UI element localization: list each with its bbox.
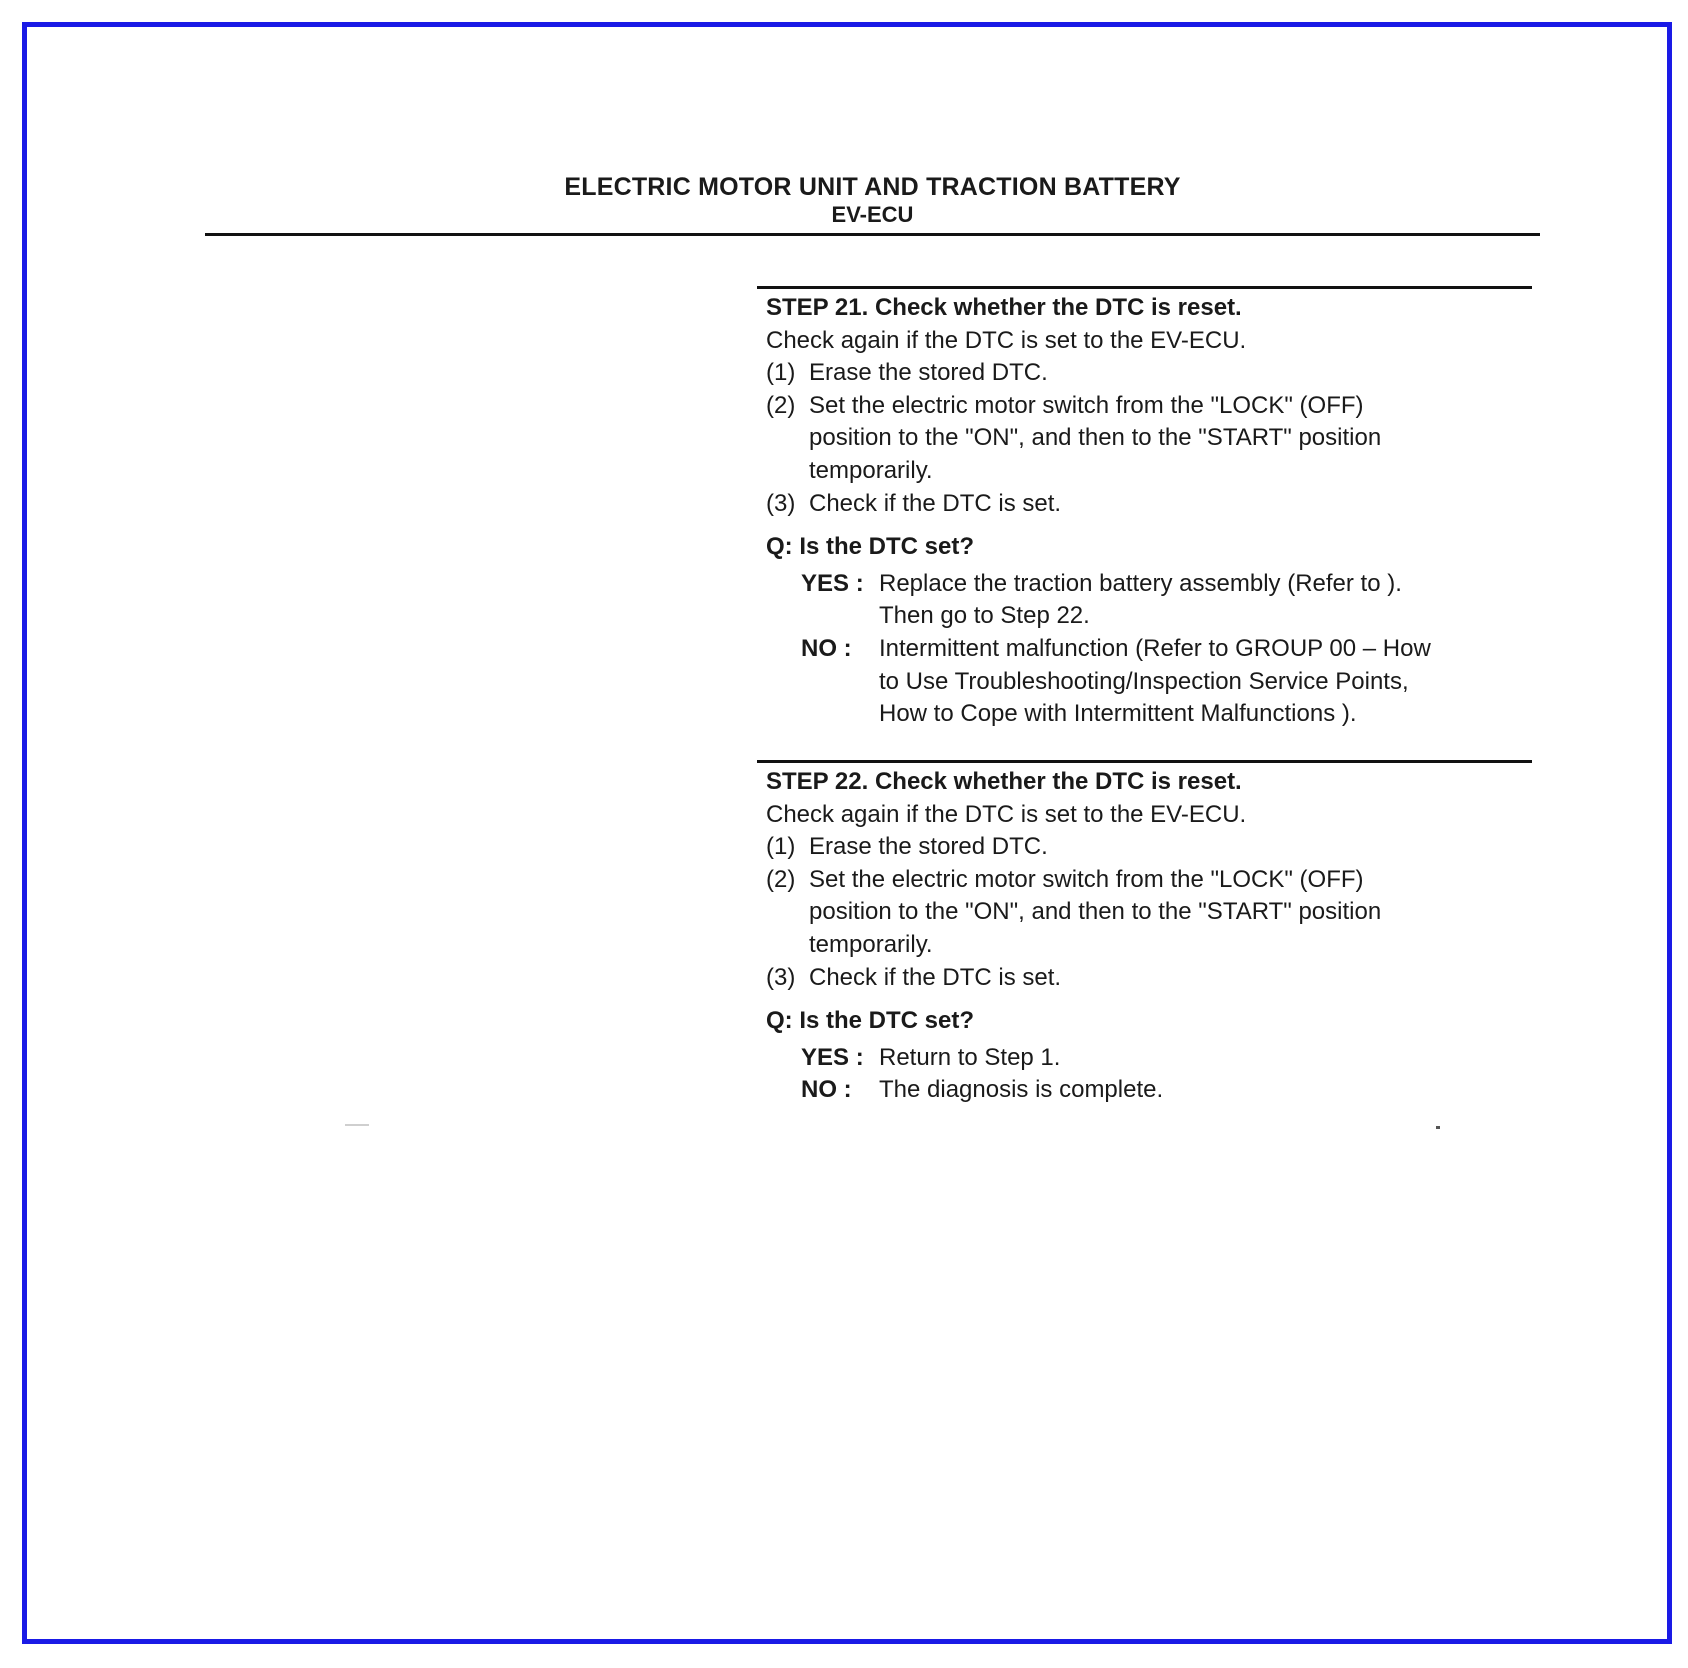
answer-no	[766, 1074, 1532, 1107]
step-intro: Check again if the DTC is set to the EV-ECU.	[766, 800, 1247, 828]
item-number: (2)	[766, 865, 796, 893]
answer-text: Return to Step 1.	[879, 1043, 1061, 1071]
scan-artifact	[345, 1124, 369, 1126]
step-title: STEP 22. Check whether the DTC is reset.	[766, 768, 1242, 795]
answer-yes	[766, 1042, 1532, 1075]
step-22-section	[757, 760, 1532, 1107]
item-number: (3)	[766, 963, 796, 991]
item-text: temporarily.	[809, 930, 933, 958]
step-divider	[757, 760, 1532, 763]
item-number: (2)	[766, 391, 796, 419]
answer-text: How to Cope with Intermittent Malfunctions ).	[879, 700, 1357, 728]
scan-artifact	[1436, 1126, 1440, 1129]
item-text: Erase the stored DTC.	[809, 833, 1048, 861]
answer-text: Then go to Step 22.	[879, 602, 1090, 630]
answer-key: NO :	[801, 1076, 852, 1104]
item-number: (1)	[766, 359, 796, 387]
header-divider	[205, 233, 1540, 236]
item-text: position to the "ON", and then to the "START" position	[809, 898, 1382, 926]
answer-key: YES :	[801, 1043, 864, 1071]
step-item	[766, 488, 1532, 521]
answer-text: to Use Troubleshooting/Inspection Service Points,	[879, 667, 1409, 695]
item-text: Set the electric motor switch from the "LOCK" (OFF)	[809, 865, 1364, 893]
item-number: (3)	[766, 489, 796, 517]
answer-text: The diagnosis is complete.	[879, 1076, 1164, 1104]
item-text: temporarily.	[809, 456, 933, 484]
item-text: Check if the DTC is set.	[809, 489, 1062, 517]
step-title: STEP 21. Check whether the DTC is reset.	[766, 294, 1242, 321]
item-number: (1)	[766, 833, 796, 861]
step-item	[766, 962, 1532, 995]
step-intro: Check again if the DTC is set to the EV-ECU.	[766, 326, 1247, 354]
answer-key: NO :	[801, 634, 852, 662]
answer-text: Intermittent malfunction (Refer to GROUP 00 – How	[879, 634, 1431, 662]
step-item	[766, 831, 1532, 864]
step-divider	[757, 286, 1532, 289]
item-text: Set the electric motor switch from the "LOCK" (OFF)	[809, 391, 1364, 419]
page-subtitle: EV-ECU	[831, 202, 914, 227]
step-item	[766, 357, 1532, 390]
step-item	[766, 864, 1532, 962]
step-21-section	[757, 286, 1532, 731]
step-question: Q: Is the DTC set?	[766, 533, 975, 561]
item-text: Erase the stored DTC.	[809, 359, 1048, 387]
step-item	[766, 390, 1532, 488]
answer-key: YES :	[801, 569, 864, 597]
page-title: ELECTRIC MOTOR UNIT AND TRACTION BATTERY	[564, 173, 1181, 201]
answer-text: Replace the traction battery assembly (Refer to ).	[879, 569, 1402, 597]
step-question: Q: Is the DTC set?	[766, 1007, 975, 1035]
answer-yes	[766, 568, 1532, 633]
answer-no	[766, 633, 1532, 731]
page-header	[205, 172, 1540, 228]
item-text: Check if the DTC is set.	[809, 963, 1062, 991]
item-text: position to the "ON", and then to the "START" position	[809, 424, 1382, 452]
